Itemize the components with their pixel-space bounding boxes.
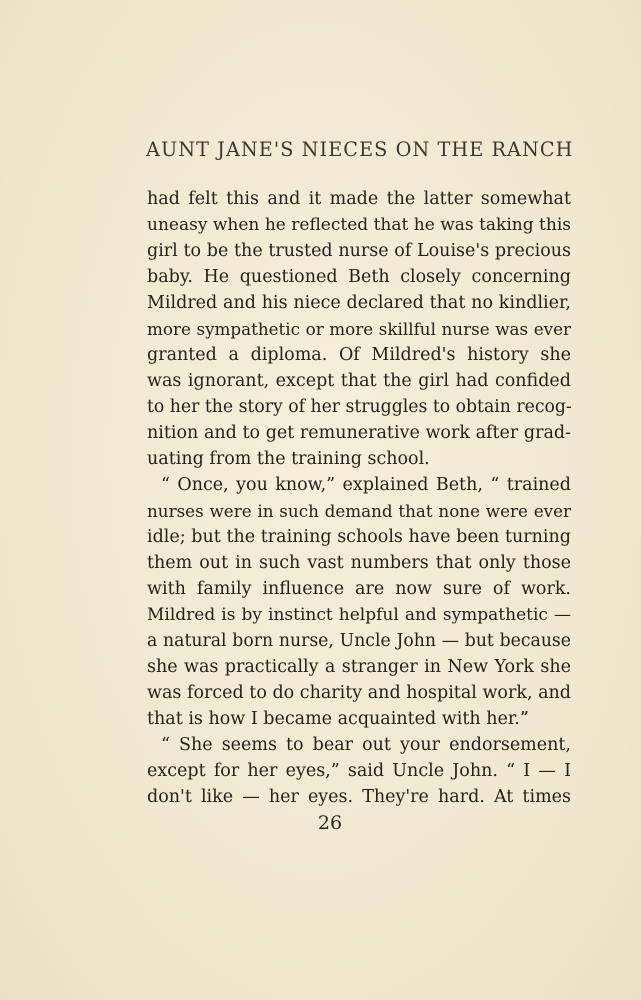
text-line: nurses were in such demand that none were ever [147, 501, 571, 521]
text-line: uneasy when he reflected that he was taking this [147, 215, 571, 235]
text-line: girl to be the trusted nurse of Louise's precious [147, 241, 571, 261]
text-line: “ Once, you know,” explained Beth, “ trained [161, 475, 571, 495]
text-line: granted a diploma. Of Mildred's history she [147, 345, 571, 365]
text-line: idle; but the training schools have been turning [147, 527, 571, 547]
text-line: was ignorant, except that the girl had confided [147, 371, 571, 391]
text-line: had felt this and it made the latter somewhat [147, 189, 571, 209]
text-line: “ She seems to bear out your endorsement, [161, 735, 571, 755]
text-line: Mildred is by instinct helpful and sympathetic — [147, 605, 571, 625]
text-line: with family influence are now sure of work. [147, 579, 571, 599]
text-line: uating from the training school. [147, 449, 430, 469]
text-line: a natural born nurse, Uncle John — but because [147, 631, 571, 651]
text-line: to her the story of her struggles to obtain recog- [147, 397, 572, 417]
text-line: she was practically a stranger in New York she [147, 657, 571, 677]
text-line: except for her eyes,” said Uncle John. “ I — I [147, 761, 571, 781]
text-line: them out in such vast numbers that only those [147, 553, 571, 573]
text-line: don't like — her eyes. They're hard. At times [147, 787, 571, 807]
text-line: was forced to do charity and hospital work, and [147, 683, 571, 703]
text-line: Mildred and his niece declared that no kindlier, [147, 293, 571, 313]
page-number: 26 [317, 812, 343, 834]
text-line: that is how I became acquainted with her.” [147, 709, 529, 729]
text-line: baby. He questioned Beth closely concerning [147, 267, 571, 287]
running-head: AUNT JANE'S NIECES ON THE RANCH [146, 138, 574, 161]
text-line: more sympathetic or more skillful nurse was ever [147, 319, 571, 339]
text-line: nition and to get remunerative work after grad- [147, 423, 571, 443]
